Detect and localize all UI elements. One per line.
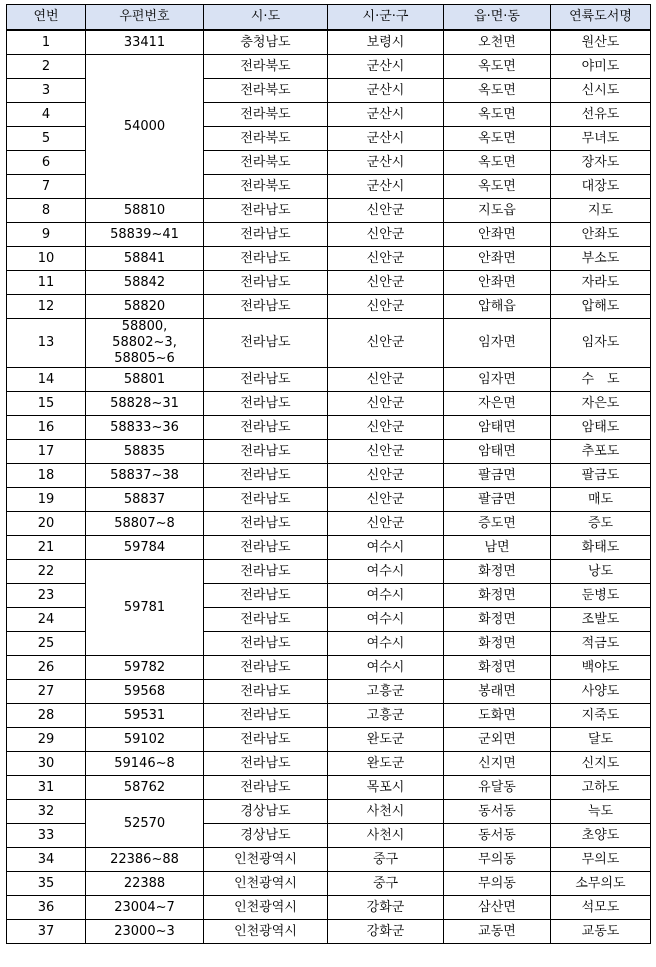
cell-sigungu: 신안군	[328, 247, 444, 271]
cell-sigungu: 군산시	[328, 127, 444, 151]
cell-sigungu: 여수시	[328, 560, 444, 584]
cell-sido: 전라남도	[204, 632, 328, 656]
cell-sido: 인천광역시	[204, 872, 328, 896]
cell-no: 33	[7, 824, 86, 848]
cell-eupmyeondong: 암태면	[444, 440, 551, 464]
table-row	[7, 920, 651, 944]
cell-no: 3	[7, 79, 86, 103]
table-row	[7, 30, 651, 55]
cell-island-name: 원산도	[551, 30, 651, 55]
cell-postal-code: 59781	[86, 560, 204, 656]
cell-sido: 전라북도	[204, 127, 328, 151]
cell-sigungu: 여수시	[328, 608, 444, 632]
cell-postal-code: 54000	[86, 55, 204, 199]
table-row	[7, 464, 651, 488]
cell-sigungu: 신안군	[328, 223, 444, 247]
cell-sigungu: 신안군	[328, 199, 444, 223]
cell-no: 31	[7, 776, 86, 800]
cell-island-name: 팔금도	[551, 464, 651, 488]
table-row	[7, 440, 651, 464]
cell-sigungu: 여수시	[328, 584, 444, 608]
cell-postal-code: 58833~36	[86, 416, 204, 440]
cell-island-name: 수 도	[551, 368, 651, 392]
cell-no: 8	[7, 199, 86, 223]
cell-sido: 전라남도	[204, 560, 328, 584]
cell-sido: 전라남도	[204, 223, 328, 247]
cell-postal-code: 52570	[86, 800, 204, 848]
cell-no: 1	[7, 30, 86, 55]
cell-island-name: 백야도	[551, 656, 651, 680]
cell-no: 24	[7, 608, 86, 632]
cell-eupmyeondong: 무의동	[444, 872, 551, 896]
cell-sido: 인천광역시	[204, 920, 328, 944]
table-row	[7, 752, 651, 776]
cell-postal-code: 58762	[86, 776, 204, 800]
cell-sigungu: 고흥군	[328, 680, 444, 704]
cell-no: 26	[7, 656, 86, 680]
cell-sido: 전라남도	[204, 368, 328, 392]
table-row	[7, 199, 651, 223]
cell-sido: 전라남도	[204, 319, 328, 368]
cell-sido: 전라남도	[204, 680, 328, 704]
cell-island-name: 압해도	[551, 295, 651, 319]
cell-island-name: 조발도	[551, 608, 651, 632]
cell-island-name: 지죽도	[551, 704, 651, 728]
cell-sido: 전라남도	[204, 704, 328, 728]
cell-no: 12	[7, 295, 86, 319]
cell-no: 28	[7, 704, 86, 728]
cell-sido: 전라남도	[204, 488, 328, 512]
cell-sigungu: 완도군	[328, 752, 444, 776]
cell-sigungu: 목포시	[328, 776, 444, 800]
cell-eupmyeondong: 안좌면	[444, 223, 551, 247]
table-row	[7, 776, 651, 800]
cell-no: 14	[7, 368, 86, 392]
cell-no: 9	[7, 223, 86, 247]
header-sigungu: 시·군·구	[328, 5, 444, 31]
cell-no: 13	[7, 319, 86, 368]
cell-sido: 전라남도	[204, 392, 328, 416]
cell-postal-code: 58842	[86, 271, 204, 295]
cell-postal-code: 22386~88	[86, 848, 204, 872]
cell-no: 23	[7, 584, 86, 608]
cell-postal-code: 59784	[86, 536, 204, 560]
cell-sido: 전라남도	[204, 512, 328, 536]
cell-island-name: 자라도	[551, 271, 651, 295]
cell-no: 15	[7, 392, 86, 416]
cell-postal-code: 59102	[86, 728, 204, 752]
cell-island-name: 매도	[551, 488, 651, 512]
cell-sigungu: 여수시	[328, 656, 444, 680]
cell-island-name: 낭도	[551, 560, 651, 584]
cell-eupmyeondong: 옥도면	[444, 175, 551, 199]
cell-sigungu: 완도군	[328, 728, 444, 752]
table-row	[7, 271, 651, 295]
cell-sigungu: 고흥군	[328, 704, 444, 728]
cell-sigungu: 신안군	[328, 512, 444, 536]
cell-sido: 경상남도	[204, 800, 328, 824]
cell-sido: 전라남도	[204, 464, 328, 488]
table-row	[7, 536, 651, 560]
cell-eupmyeondong: 안좌면	[444, 247, 551, 271]
cell-island-name: 자은도	[551, 392, 651, 416]
cell-sido: 전라북도	[204, 79, 328, 103]
cell-sido: 전라남도	[204, 199, 328, 223]
cell-postal-code: 58801	[86, 368, 204, 392]
cell-eupmyeondong: 화정면	[444, 584, 551, 608]
header-no: 연번	[7, 5, 86, 31]
cell-postal-code: 33411	[86, 30, 204, 55]
cell-no: 2	[7, 55, 86, 79]
cell-sigungu: 신안군	[328, 488, 444, 512]
cell-sigungu: 신안군	[328, 440, 444, 464]
cell-postal-code: 59782	[86, 656, 204, 680]
cell-postal-code: 58835	[86, 440, 204, 464]
cell-postal-code: 58841	[86, 247, 204, 271]
cell-island-name: 무의도	[551, 848, 651, 872]
cell-no: 7	[7, 175, 86, 199]
cell-island-name: 석모도	[551, 896, 651, 920]
cell-eupmyeondong: 군외면	[444, 728, 551, 752]
cell-island-name: 신지도	[551, 752, 651, 776]
cell-sigungu: 군산시	[328, 79, 444, 103]
cell-eupmyeondong: 압해읍	[444, 295, 551, 319]
cell-sido: 전라남도	[204, 728, 328, 752]
cell-sigungu: 군산시	[328, 103, 444, 127]
cell-sido: 충청남도	[204, 30, 328, 55]
cell-postal-code: 23000~3	[86, 920, 204, 944]
cell-sigungu: 군산시	[328, 175, 444, 199]
table-row	[7, 728, 651, 752]
table-body	[7, 30, 651, 944]
header-row	[7, 5, 651, 31]
cell-island-name: 증도	[551, 512, 651, 536]
cell-eupmyeondong: 암태면	[444, 416, 551, 440]
cell-sido: 전라남도	[204, 536, 328, 560]
cell-eupmyeondong: 오천면	[444, 30, 551, 55]
header-island-name: 연륙도서명	[551, 5, 651, 31]
table-row	[7, 416, 651, 440]
cell-postal-code: 58800, 58802~3, 58805~6	[86, 319, 204, 368]
header-sido: 시·도	[204, 5, 328, 31]
cell-eupmyeondong: 동서동	[444, 800, 551, 824]
cell-sido: 전라남도	[204, 752, 328, 776]
cell-postal-code: 23004~7	[86, 896, 204, 920]
cell-sigungu: 군산시	[328, 55, 444, 79]
cell-eupmyeondong: 옥도면	[444, 151, 551, 175]
cell-sigungu: 군산시	[328, 151, 444, 175]
cell-eupmyeondong: 임자면	[444, 368, 551, 392]
cell-no: 35	[7, 872, 86, 896]
cell-sido: 인천광역시	[204, 896, 328, 920]
cell-sigungu: 신안군	[328, 319, 444, 368]
cell-eupmyeondong: 옥도면	[444, 103, 551, 127]
cell-island-name: 달도	[551, 728, 651, 752]
cell-eupmyeondong: 남면	[444, 536, 551, 560]
cell-eupmyeondong: 안좌면	[444, 271, 551, 295]
table-row	[7, 800, 651, 824]
table-row	[7, 295, 651, 319]
cell-eupmyeondong: 봉래면	[444, 680, 551, 704]
cell-sido: 전라남도	[204, 416, 328, 440]
cell-no: 37	[7, 920, 86, 944]
cell-island-name: 안좌도	[551, 223, 651, 247]
cell-sido: 전라남도	[204, 247, 328, 271]
cell-sido: 경상남도	[204, 824, 328, 848]
cell-no: 32	[7, 800, 86, 824]
cell-sigungu: 신안군	[328, 271, 444, 295]
table-header	[7, 5, 651, 31]
cell-island-name: 추포도	[551, 440, 651, 464]
cell-postal-code: 22388	[86, 872, 204, 896]
cell-sido: 전라북도	[204, 55, 328, 79]
cell-sido: 전라남도	[204, 776, 328, 800]
cell-postal-code: 58837	[86, 488, 204, 512]
cell-island-name: 대장도	[551, 175, 651, 199]
cell-sido: 전라남도	[204, 271, 328, 295]
table-row	[7, 848, 651, 872]
cell-sigungu: 신안군	[328, 416, 444, 440]
cell-eupmyeondong: 화정면	[444, 656, 551, 680]
cell-eupmyeondong: 팔금면	[444, 464, 551, 488]
cell-sigungu: 신안군	[328, 464, 444, 488]
cell-eupmyeondong: 도화면	[444, 704, 551, 728]
cell-sigungu: 사천시	[328, 824, 444, 848]
cell-island-name: 암태도	[551, 416, 651, 440]
header-postal-code: 우편번호	[86, 5, 204, 31]
cell-postal-code: 58810	[86, 199, 204, 223]
cell-island-name: 사양도	[551, 680, 651, 704]
cell-sigungu: 사천시	[328, 800, 444, 824]
cell-island-name: 화태도	[551, 536, 651, 560]
cell-postal-code: 58839~41	[86, 223, 204, 247]
table-row	[7, 512, 651, 536]
cell-sido: 전라남도	[204, 295, 328, 319]
cell-eupmyeondong: 무의동	[444, 848, 551, 872]
cell-eupmyeondong: 삼산면	[444, 896, 551, 920]
cell-postal-code: 59531	[86, 704, 204, 728]
table-row	[7, 247, 651, 271]
table-row	[7, 704, 651, 728]
cell-no: 34	[7, 848, 86, 872]
cell-island-name: 임자도	[551, 319, 651, 368]
table-row	[7, 223, 651, 247]
cell-island-name: 무녀도	[551, 127, 651, 151]
cell-eupmyeondong: 옥도면	[444, 79, 551, 103]
table-row	[7, 560, 651, 584]
cell-eupmyeondong: 자은면	[444, 392, 551, 416]
cell-eupmyeondong: 팔금면	[444, 488, 551, 512]
cell-no: 30	[7, 752, 86, 776]
cell-postal-code: 58807~8	[86, 512, 204, 536]
cell-eupmyeondong: 지도읍	[444, 199, 551, 223]
cell-no: 5	[7, 127, 86, 151]
table-row	[7, 319, 651, 368]
cell-sido: 전라북도	[204, 151, 328, 175]
cell-sido: 전라북도	[204, 175, 328, 199]
cell-eupmyeondong: 유달동	[444, 776, 551, 800]
cell-island-name: 초양도	[551, 824, 651, 848]
cell-island-name: 야미도	[551, 55, 651, 79]
cell-no: 17	[7, 440, 86, 464]
cell-eupmyeondong: 동서동	[444, 824, 551, 848]
header-eupmyeondong: 읍·면·동	[444, 5, 551, 31]
cell-no: 27	[7, 680, 86, 704]
cell-eupmyeondong: 화정면	[444, 560, 551, 584]
cell-sigungu: 여수시	[328, 536, 444, 560]
cell-postal-code: 58828~31	[86, 392, 204, 416]
cell-sigungu: 신안군	[328, 368, 444, 392]
cell-sido: 전라남도	[204, 584, 328, 608]
cell-island-name: 신시도	[551, 79, 651, 103]
cell-eupmyeondong: 증도면	[444, 512, 551, 536]
cell-no: 25	[7, 632, 86, 656]
cell-postal-code: 59146~8	[86, 752, 204, 776]
cell-eupmyeondong: 옥도면	[444, 55, 551, 79]
cell-sigungu: 강화군	[328, 920, 444, 944]
cell-eupmyeondong: 신지면	[444, 752, 551, 776]
cell-no: 10	[7, 247, 86, 271]
cell-sigungu: 보령시	[328, 30, 444, 55]
cell-island-name: 지도	[551, 199, 651, 223]
cell-eupmyeondong: 교동면	[444, 920, 551, 944]
cell-island-name: 소무의도	[551, 872, 651, 896]
cell-eupmyeondong: 옥도면	[444, 127, 551, 151]
cell-postal-code: 58820	[86, 295, 204, 319]
cell-island-name: 적금도	[551, 632, 651, 656]
cell-no: 16	[7, 416, 86, 440]
cell-no: 6	[7, 151, 86, 175]
cell-sigungu: 여수시	[328, 632, 444, 656]
cell-island-name: 교동도	[551, 920, 651, 944]
cell-island-name: 고하도	[551, 776, 651, 800]
cell-sido: 전라남도	[204, 608, 328, 632]
cell-eupmyeondong: 임자면	[444, 319, 551, 368]
table-row	[7, 55, 651, 79]
table-row	[7, 680, 651, 704]
cell-sigungu: 중구	[328, 848, 444, 872]
cell-no: 11	[7, 271, 86, 295]
cell-no: 18	[7, 464, 86, 488]
table-row	[7, 488, 651, 512]
cell-sido: 인천광역시	[204, 848, 328, 872]
cell-sido: 전라북도	[204, 103, 328, 127]
cell-eupmyeondong: 화정면	[444, 632, 551, 656]
cell-sigungu: 강화군	[328, 896, 444, 920]
table-row	[7, 392, 651, 416]
cell-sido: 전라남도	[204, 656, 328, 680]
cell-sido: 전라남도	[204, 440, 328, 464]
cell-sigungu: 신안군	[328, 295, 444, 319]
cell-island-name: 부소도	[551, 247, 651, 271]
cell-island-name: 선유도	[551, 103, 651, 127]
cell-island-name: 장자도	[551, 151, 651, 175]
cell-no: 20	[7, 512, 86, 536]
cell-postal-code: 59568	[86, 680, 204, 704]
cell-no: 21	[7, 536, 86, 560]
table-row	[7, 656, 651, 680]
island-table	[6, 4, 651, 944]
cell-island-name: 둔병도	[551, 584, 651, 608]
table-row	[7, 896, 651, 920]
cell-no: 4	[7, 103, 86, 127]
cell-no: 29	[7, 728, 86, 752]
table-row	[7, 368, 651, 392]
cell-no: 22	[7, 560, 86, 584]
cell-sigungu: 신안군	[328, 392, 444, 416]
table-row	[7, 872, 651, 896]
cell-sigungu: 중구	[328, 872, 444, 896]
cell-no: 36	[7, 896, 86, 920]
cell-island-name: 늑도	[551, 800, 651, 824]
cell-no: 19	[7, 488, 86, 512]
cell-postal-code: 58837~38	[86, 464, 204, 488]
cell-eupmyeondong: 화정면	[444, 608, 551, 632]
